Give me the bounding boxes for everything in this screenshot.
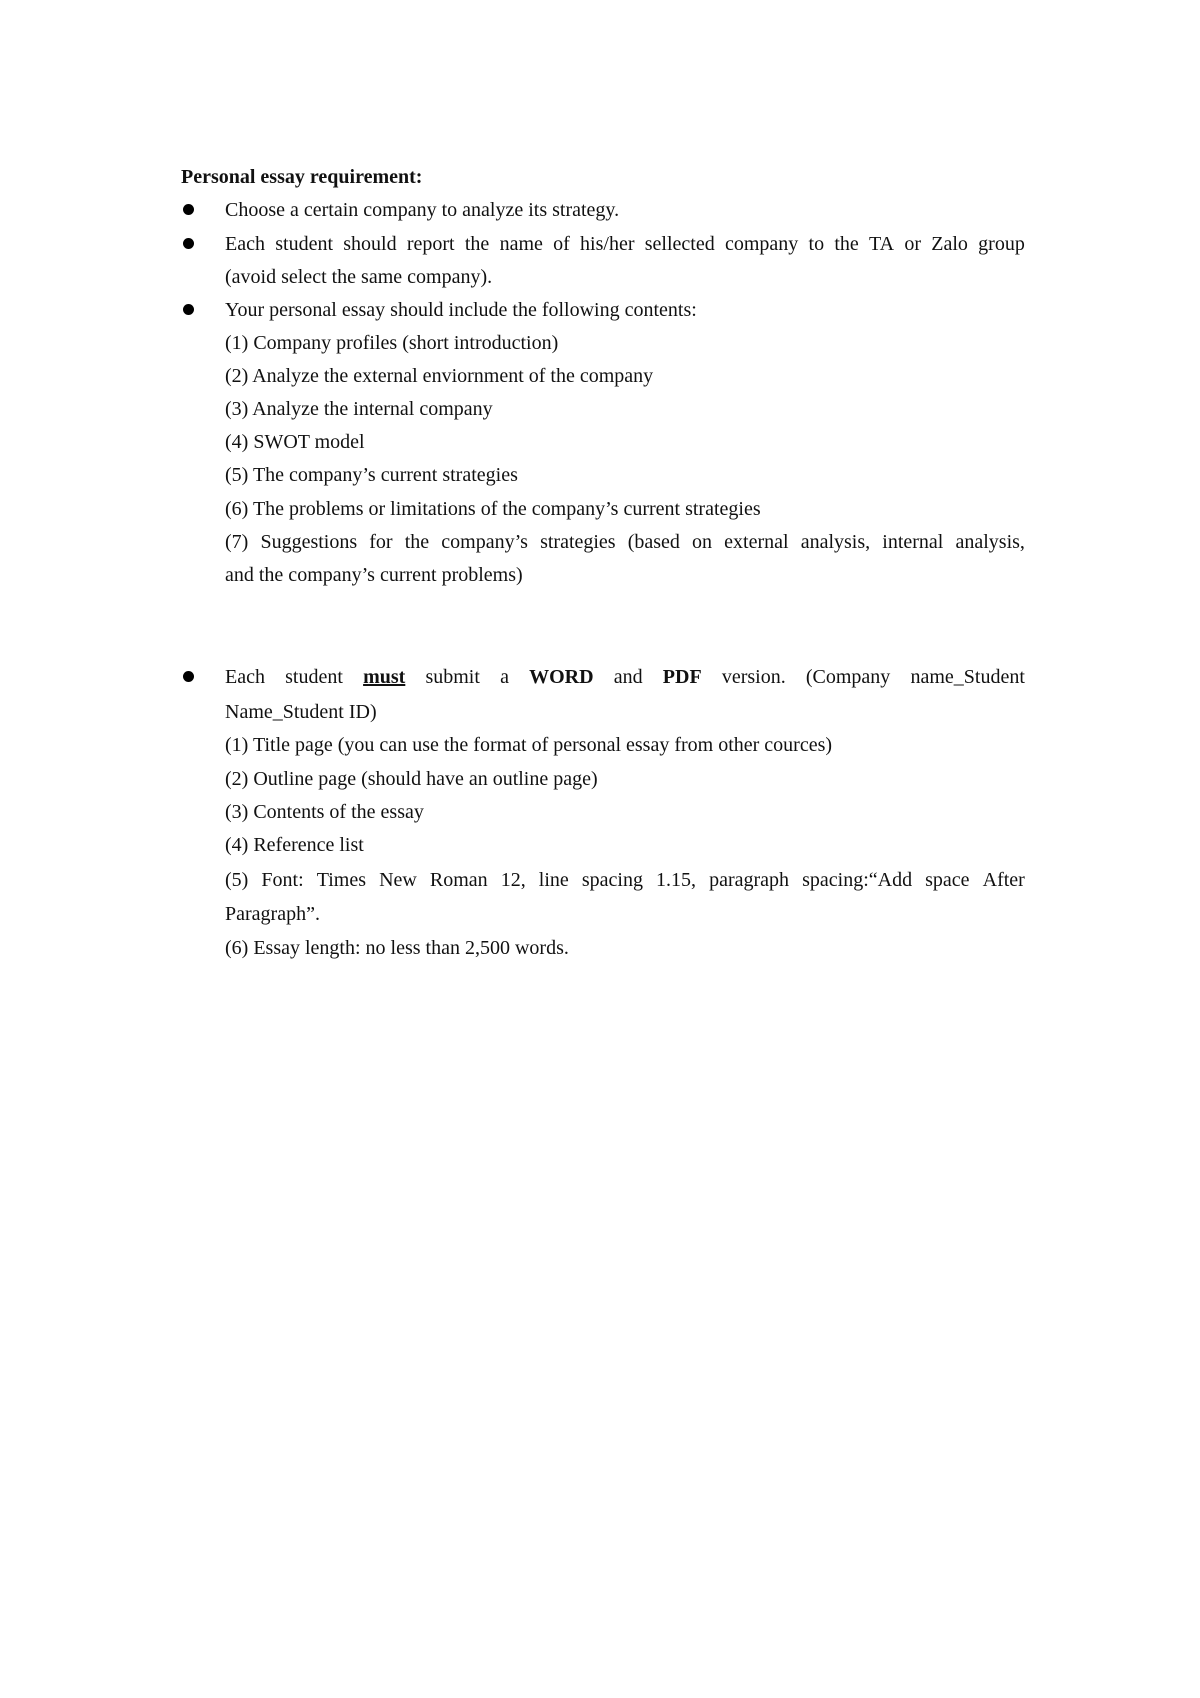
- word: or: [904, 233, 921, 255]
- bullet-text: Choose a certain company to analyze its strategy.: [225, 199, 620, 221]
- word: of: [553, 233, 570, 255]
- word: the: [464, 233, 490, 255]
- word: sellected: [644, 233, 715, 255]
- submission-list-item: (6) Essay length: no less than 2,500 words.: [225, 937, 569, 959]
- word: spacing:“Add: [802, 869, 913, 891]
- word: name_Student: [910, 666, 1025, 688]
- word: 1.15,: [656, 869, 697, 891]
- word: space: [925, 869, 970, 891]
- content-list-item: (2) Analyze the external enviornment of the company: [225, 365, 654, 387]
- word: Roman: [429, 869, 488, 891]
- emphasis-word-format: WORD: [529, 666, 594, 688]
- submission-list-item: (1) Title page (you can use the format of personal essay from other cources): [225, 734, 833, 756]
- word: TA: [869, 233, 895, 255]
- word: line: [538, 869, 569, 891]
- bullet-text-line-1: [225, 662, 1025, 692]
- word: analysis,: [955, 531, 1025, 553]
- bullet-text-line-2: Name_Student ID): [225, 701, 377, 723]
- word: and: [613, 666, 643, 688]
- word: report: [406, 233, 455, 255]
- word: Times: [316, 869, 366, 891]
- word: Font:: [261, 869, 304, 891]
- bullet-text-line-1: [225, 229, 1025, 259]
- word: (5): [225, 869, 249, 891]
- word: name: [499, 233, 543, 255]
- word: (based: [627, 531, 680, 553]
- word: to: [808, 233, 825, 255]
- word: his/her: [580, 233, 635, 255]
- word: spacing: [581, 869, 643, 891]
- word: the: [404, 531, 430, 553]
- submission-list-item: (4) Reference list: [225, 834, 364, 856]
- word: 12,: [500, 869, 526, 891]
- word: company: [724, 233, 799, 255]
- bullet-dot-icon: [183, 204, 194, 215]
- bullet-text-line-2: (avoid select the same company).: [225, 266, 493, 288]
- word: student: [285, 666, 343, 688]
- content-list-item: (4) SWOT model: [225, 431, 365, 453]
- word: a: [500, 666, 509, 688]
- word: for: [369, 531, 393, 553]
- content-list-item: (5) The company’s current strategies: [225, 464, 518, 486]
- word: submit: [425, 666, 480, 688]
- submission-list-item: (3) Contents of the essay: [225, 801, 424, 823]
- page-heading: Personal essay requirement:: [181, 166, 423, 188]
- word: strategies: [540, 531, 616, 553]
- word: student: [275, 233, 334, 255]
- word: analysis,: [800, 531, 871, 553]
- bullet-text: Your personal essay should include the following contents:: [225, 299, 697, 321]
- bullet-dot-icon: [183, 238, 194, 249]
- content-list-item-line-1: [225, 527, 1025, 557]
- word: paragraph: [709, 869, 790, 891]
- submission-list-item: (2) Outline page (should have an outline page): [225, 768, 598, 790]
- word: the: [834, 233, 859, 255]
- emphasis-pdf-format: PDF: [662, 666, 702, 688]
- word: (7): [225, 531, 249, 553]
- submission-list-item-line-1: [225, 865, 1025, 895]
- emphasis-must: must: [363, 666, 406, 688]
- content-list-item-line-2: and the company’s current problems): [225, 564, 523, 586]
- word: internal: [882, 531, 944, 553]
- bullet-dot-icon: [183, 671, 194, 682]
- word: Zalo: [931, 233, 968, 255]
- word: Suggestions: [260, 531, 358, 553]
- content-list-item: (1) Company profiles (short introduction): [225, 332, 559, 354]
- word: external: [724, 531, 789, 553]
- word: After: [982, 869, 1025, 891]
- word: version.: [721, 666, 786, 688]
- word: Each: [225, 233, 265, 255]
- content-list-item: (3) Analyze the internal company: [225, 398, 493, 420]
- word: Each: [225, 666, 265, 688]
- word: should: [343, 233, 397, 255]
- word: on: [692, 531, 713, 553]
- submission-list-item-line-2: Paragraph”.: [225, 903, 320, 925]
- bullet-dot-icon: [183, 304, 194, 315]
- word: group: [978, 233, 1025, 255]
- word: company’s: [441, 531, 528, 553]
- word: (Company: [805, 666, 891, 688]
- word: New: [379, 869, 417, 891]
- content-list-item: (6) The problems or limitations of the company’s current strategies: [225, 498, 761, 520]
